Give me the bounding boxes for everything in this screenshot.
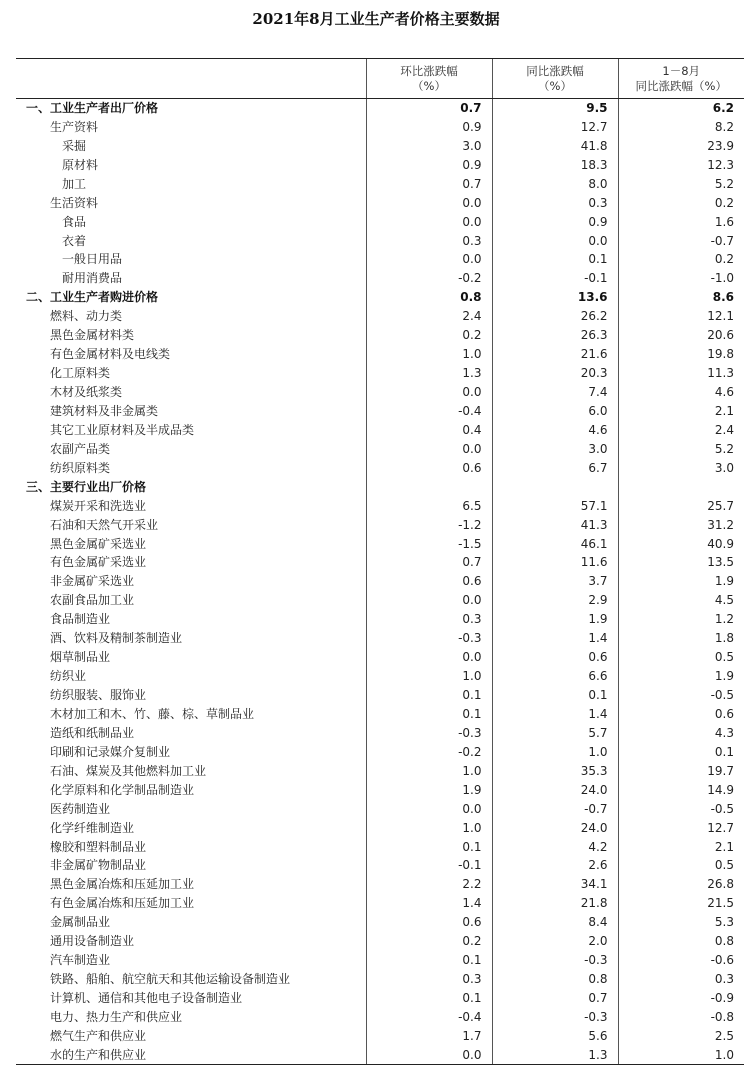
table-row [16, 705, 744, 724]
year-to-date-value: -0.5 [618, 686, 744, 705]
month-on-month-value: 1.7 [366, 1026, 492, 1045]
table-row [16, 231, 744, 250]
table-row [16, 780, 744, 799]
month-on-month-value: 0.1 [366, 837, 492, 856]
year-to-date-value: 2.5 [618, 1026, 744, 1045]
month-on-month-value: 0.8 [366, 288, 492, 307]
year-on-year-value: 24.0 [492, 818, 618, 837]
table-row [16, 553, 744, 572]
year-on-year-value: -0.7 [492, 799, 618, 818]
year-on-year-value: -0.3 [492, 1008, 618, 1027]
row-label: 有色金属矿采选业 [50, 555, 147, 570]
month-on-month-value: -0.3 [366, 723, 492, 742]
year-to-date-value: 40.9 [618, 534, 744, 553]
table-row [16, 477, 744, 496]
month-on-month-value: 6.5 [366, 496, 492, 515]
month-on-month-value: 0.7 [366, 553, 492, 572]
year-to-date-value: 14.9 [618, 780, 744, 799]
table-row [16, 345, 744, 364]
year-to-date-value: -1.0 [618, 269, 744, 288]
year-on-year-value: 21.8 [492, 894, 618, 913]
year-to-date-value: 19.7 [618, 761, 744, 780]
table-row [16, 307, 744, 326]
month-on-month-value: 0.9 [366, 155, 492, 174]
year-to-date-value: 0.8 [618, 932, 744, 951]
table-row [16, 496, 744, 515]
table-row [16, 515, 744, 534]
year-to-date-value: 1.0 [618, 1045, 744, 1064]
table-row [16, 288, 744, 307]
year-to-date-value: 4.5 [618, 591, 744, 610]
year-to-date-value: 12.1 [618, 307, 744, 326]
row-label: 食品制造业 [50, 612, 111, 627]
year-on-year-value: 8.4 [492, 913, 618, 932]
table-row [16, 99, 744, 118]
year-on-year-value: 0.6 [492, 648, 618, 667]
month-on-month-value: -0.4 [366, 402, 492, 421]
table-row [16, 686, 744, 705]
table-row [16, 136, 744, 155]
year-to-date-value: 2.1 [618, 402, 744, 421]
month-on-month-value: 1.9 [366, 780, 492, 799]
table-row [16, 818, 744, 837]
table-row [16, 402, 744, 421]
ppi-data-table [16, 58, 744, 1065]
year-on-year-value: 21.6 [492, 345, 618, 364]
year-on-year-value: 4.6 [492, 420, 618, 439]
year-to-date-value: 0.6 [618, 705, 744, 724]
month-on-month-value: 1.3 [366, 364, 492, 383]
table-row [16, 117, 744, 136]
table-row [16, 799, 744, 818]
row-label: 石油和天然气开采业 [50, 517, 159, 532]
row-label: 橡胶和塑料制品业 [50, 839, 147, 854]
row-label: 二、工业生产者购进价格 [26, 290, 159, 305]
year-on-year-value: 6.0 [492, 402, 618, 421]
table-row [16, 458, 744, 477]
row-label: 有色金属冶炼和压延加工业 [50, 896, 195, 911]
month-on-month-value: 0.7 [366, 99, 492, 118]
year-on-year-value: 13.6 [492, 288, 618, 307]
table-row [16, 439, 744, 458]
year-on-year-value: 18.3 [492, 155, 618, 174]
year-on-year-value: 1.4 [492, 705, 618, 724]
table-row [16, 1045, 744, 1064]
month-on-month-value: 0.0 [366, 193, 492, 212]
row-label: 黑色金属冶炼和压延加工业 [50, 877, 195, 892]
month-on-month-value: 0.4 [366, 420, 492, 439]
header-category [16, 59, 366, 99]
row-label: 食品 [62, 214, 87, 229]
month-on-month-value: 1.0 [366, 761, 492, 780]
table-row [16, 837, 744, 856]
year-on-year-value: 3.7 [492, 572, 618, 591]
year-on-year-value: 2.0 [492, 932, 618, 951]
month-on-month-value: 0.1 [366, 989, 492, 1008]
month-on-month-value: -0.4 [366, 1008, 492, 1027]
month-on-month-value: 1.0 [366, 345, 492, 364]
row-label: 木材加工和木、竹、藤、棕、草制品业 [50, 706, 255, 721]
table-row [16, 761, 744, 780]
table-row [16, 723, 744, 742]
year-to-date-value: 0.3 [618, 970, 744, 989]
year-on-year-value [492, 477, 618, 496]
year-to-date-value: 1.9 [618, 667, 744, 686]
year-on-year-value: -0.1 [492, 269, 618, 288]
table-row [16, 875, 744, 894]
month-on-month-value: 2.4 [366, 307, 492, 326]
row-label: 电力、热力生产和供应业 [50, 1009, 183, 1024]
year-to-date-value: 8.2 [618, 117, 744, 136]
month-on-month-value: -0.1 [366, 856, 492, 875]
month-on-month-value: 0.3 [366, 970, 492, 989]
table-header [16, 59, 744, 99]
year-to-date-value: 0.5 [618, 648, 744, 667]
year-to-date-value: 12.3 [618, 155, 744, 174]
row-label: 农副食品加工业 [50, 593, 135, 608]
row-label: 化学原料和化学制品制造业 [50, 782, 195, 797]
year-to-date-value: 2.4 [618, 420, 744, 439]
year-to-date-value: 23.9 [618, 136, 744, 155]
year-on-year-value: 6.6 [492, 667, 618, 686]
table-row [16, 667, 744, 686]
header-year-to-date-text: 1－8月 同比涨跌幅（%） [635, 63, 727, 93]
month-on-month-value: 0.6 [366, 572, 492, 591]
table-row [16, 742, 744, 761]
year-on-year-value: 20.3 [492, 364, 618, 383]
month-on-month-value: 3.0 [366, 136, 492, 155]
year-to-date-value: 4.3 [618, 723, 744, 742]
month-on-month-value: 0.6 [366, 913, 492, 932]
header-year-on-year-text: 同比涨跌幅 （%） [526, 63, 584, 93]
page-title: 2021年8月工业生产者价格主要数据 [252, 10, 500, 28]
row-label: 原材料 [62, 157, 99, 172]
row-label: 计算机、通信和其他电子设备制造业 [50, 991, 243, 1006]
year-on-year-value: 0.8 [492, 970, 618, 989]
month-on-month-value: 0.1 [366, 951, 492, 970]
row-label: 农副产品类 [50, 441, 111, 456]
year-to-date-value: 5.3 [618, 913, 744, 932]
year-on-year-value: 35.3 [492, 761, 618, 780]
year-on-year-value: 26.2 [492, 307, 618, 326]
row-label: 印刷和记录媒介复制业 [50, 744, 171, 759]
year-to-date-value: 12.7 [618, 818, 744, 837]
row-label: 燃料、动力类 [50, 309, 123, 324]
year-on-year-value: 34.1 [492, 875, 618, 894]
table-row [16, 894, 744, 913]
row-label: 铁路、船舶、航空航天和其他运输设备制造业 [50, 972, 291, 987]
table-row [16, 1026, 744, 1045]
year-on-year-value: 6.7 [492, 458, 618, 477]
year-to-date-value: -0.5 [618, 799, 744, 818]
header-year-on-year [492, 59, 618, 99]
month-on-month-value: -1.2 [366, 515, 492, 534]
month-on-month-value: 0.3 [366, 610, 492, 629]
year-to-date-value: -0.8 [618, 1008, 744, 1027]
year-to-date-value [618, 477, 744, 496]
month-on-month-value: -1.5 [366, 534, 492, 553]
table-row [16, 989, 744, 1008]
month-on-month-value: 1.4 [366, 894, 492, 913]
row-label: 通用设备制造业 [50, 934, 135, 949]
year-on-year-value: 26.3 [492, 326, 618, 345]
year-on-year-value: 11.6 [492, 553, 618, 572]
year-to-date-value: 4.6 [618, 383, 744, 402]
month-on-month-value: 0.3 [366, 231, 492, 250]
table-body [16, 99, 744, 1065]
year-to-date-value: 21.5 [618, 894, 744, 913]
table-row [16, 383, 744, 402]
year-to-date-value: 11.3 [618, 364, 744, 383]
year-to-date-value: -0.7 [618, 231, 744, 250]
table-row [16, 193, 744, 212]
year-on-year-value: 12.7 [492, 117, 618, 136]
year-on-year-value: 9.5 [492, 99, 618, 118]
year-to-date-value: 5.2 [618, 174, 744, 193]
month-on-month-value: -0.2 [366, 269, 492, 288]
row-label: 采掘 [62, 138, 87, 153]
year-on-year-value: 1.4 [492, 629, 618, 648]
year-to-date-value: 25.7 [618, 496, 744, 515]
row-label: 纺织业 [50, 669, 87, 684]
header-year-to-date [618, 59, 744, 99]
row-label: 非金属矿物制品业 [50, 858, 147, 873]
month-on-month-value: 0.0 [366, 591, 492, 610]
row-label: 纺织服装、服饰业 [50, 688, 147, 703]
row-label: 一、工业生产者出厂价格 [26, 101, 159, 116]
table-row [16, 629, 744, 648]
row-label: 加工 [62, 176, 87, 191]
row-label: 生活资料 [50, 195, 99, 210]
table-row [16, 932, 744, 951]
year-on-year-value: 4.2 [492, 837, 618, 856]
year-on-year-value: 0.1 [492, 686, 618, 705]
month-on-month-value: 0.1 [366, 686, 492, 705]
row-label: 衣着 [62, 233, 87, 248]
table-row [16, 856, 744, 875]
year-to-date-value: 1.9 [618, 572, 744, 591]
table-row [16, 648, 744, 667]
month-on-month-value: 0.0 [366, 383, 492, 402]
year-to-date-value: 0.2 [618, 193, 744, 212]
row-label: 烟草制品业 [50, 650, 111, 665]
month-on-month-value: 0.0 [366, 439, 492, 458]
year-to-date-value: 13.5 [618, 553, 744, 572]
year-to-date-value: 5.2 [618, 439, 744, 458]
table-row [16, 155, 744, 174]
year-on-year-value: 5.6 [492, 1026, 618, 1045]
table-row [16, 591, 744, 610]
row-label: 三、主要行业出厂价格 [26, 479, 147, 494]
month-on-month-value: 1.0 [366, 667, 492, 686]
year-on-year-value: 0.3 [492, 193, 618, 212]
table-row [16, 250, 744, 269]
row-label: 化工原料类 [50, 366, 111, 381]
table-row [16, 913, 744, 932]
row-label: 建筑材料及非金属类 [50, 403, 159, 418]
row-label: 医药制造业 [50, 801, 111, 816]
year-on-year-value: 0.1 [492, 250, 618, 269]
row-label: 金属制品业 [50, 915, 111, 930]
month-on-month-value: 0.2 [366, 326, 492, 345]
month-on-month-value: 0.6 [366, 458, 492, 477]
year-on-year-value: 1.9 [492, 610, 618, 629]
row-label: 石油、煤炭及其他燃料加工业 [50, 763, 207, 778]
row-label: 煤炭开采和洗选业 [50, 498, 147, 513]
year-to-date-value: 6.2 [618, 99, 744, 118]
row-label: 有色金属材料及电线类 [50, 347, 171, 362]
table-row [16, 970, 744, 989]
year-on-year-value: 24.0 [492, 780, 618, 799]
year-on-year-value: 0.9 [492, 212, 618, 231]
row-label: 黑色金属材料类 [50, 328, 135, 343]
month-on-month-value: 2.2 [366, 875, 492, 894]
month-on-month-value: 0.9 [366, 117, 492, 136]
month-on-month-value: 0.0 [366, 648, 492, 667]
year-on-year-value: 46.1 [492, 534, 618, 553]
table-row [16, 610, 744, 629]
year-on-year-value: 5.7 [492, 723, 618, 742]
year-on-year-value: 1.3 [492, 1045, 618, 1064]
row-label: 燃气生产和供应业 [50, 1028, 147, 1043]
month-on-month-value: 0.0 [366, 799, 492, 818]
year-on-year-value: 41.8 [492, 136, 618, 155]
table-row [16, 420, 744, 439]
month-on-month-value: -0.3 [366, 629, 492, 648]
month-on-month-value: 1.0 [366, 818, 492, 837]
header-month-on-month [366, 59, 492, 99]
year-on-year-value: 57.1 [492, 496, 618, 515]
year-to-date-value: 20.6 [618, 326, 744, 345]
year-on-year-value: -0.3 [492, 951, 618, 970]
year-on-year-value: 7.4 [492, 383, 618, 402]
table-row [16, 951, 744, 970]
year-to-date-value: 3.0 [618, 458, 744, 477]
year-to-date-value: 0.1 [618, 742, 744, 761]
year-on-year-value: 41.3 [492, 515, 618, 534]
row-label: 造纸和纸制品业 [50, 725, 135, 740]
row-label: 其它工业原材料及半成品类 [50, 422, 195, 437]
row-label: 生产资料 [50, 119, 99, 134]
row-label: 耐用消费品 [62, 271, 123, 286]
month-on-month-value [366, 477, 492, 496]
row-label: 汽车制造业 [50, 953, 111, 968]
header-month-on-month-text: 环比涨跌幅 （%） [400, 63, 458, 93]
year-to-date-value: 2.1 [618, 837, 744, 856]
month-on-month-value: 0.0 [366, 1045, 492, 1064]
table-row [16, 174, 744, 193]
month-on-month-value: 0.1 [366, 705, 492, 724]
year-to-date-value: -0.6 [618, 951, 744, 970]
month-on-month-value: 0.2 [366, 932, 492, 951]
table-row [16, 212, 744, 231]
row-label: 酒、饮料及精制茶制造业 [50, 631, 183, 646]
row-label: 水的生产和供应业 [16, 1045, 366, 1064]
year-to-date-value: 19.8 [618, 345, 744, 364]
year-on-year-value: 2.9 [492, 591, 618, 610]
table-row [16, 269, 744, 288]
year-on-year-value: 1.0 [492, 742, 618, 761]
year-to-date-value: 0.5 [618, 856, 744, 875]
year-to-date-value: 0.2 [618, 250, 744, 269]
month-on-month-value: 0.0 [366, 250, 492, 269]
year-to-date-value: 1.8 [618, 629, 744, 648]
year-to-date-value: 8.6 [618, 288, 744, 307]
table-row [16, 326, 744, 345]
table-row [16, 572, 744, 591]
year-on-year-value: 3.0 [492, 439, 618, 458]
year-to-date-value: 31.2 [618, 515, 744, 534]
month-on-month-value: 0.0 [366, 212, 492, 231]
table-row [16, 1008, 744, 1027]
year-to-date-value: 1.2 [618, 610, 744, 629]
year-on-year-value: 0.0 [492, 231, 618, 250]
year-on-year-value: 2.6 [492, 856, 618, 875]
row-label: 木材及纸浆类 [50, 385, 123, 400]
year-on-year-value: 8.0 [492, 174, 618, 193]
row-label: 化学纤维制造业 [50, 820, 135, 835]
year-on-year-value: 0.7 [492, 989, 618, 1008]
row-label: 一般日用品 [62, 252, 123, 267]
row-label: 纺织原料类 [50, 460, 111, 475]
year-to-date-value: 26.8 [618, 875, 744, 894]
header-row [16, 59, 744, 99]
year-to-date-value: -0.9 [618, 989, 744, 1008]
month-on-month-value: 0.7 [366, 174, 492, 193]
year-to-date-value: 1.6 [618, 212, 744, 231]
month-on-month-value: -0.2 [366, 742, 492, 761]
table-row [16, 364, 744, 383]
row-label: 非金属矿采选业 [50, 574, 135, 589]
row-label: 黑色金属矿采选业 [50, 536, 147, 551]
table-row [16, 534, 744, 553]
